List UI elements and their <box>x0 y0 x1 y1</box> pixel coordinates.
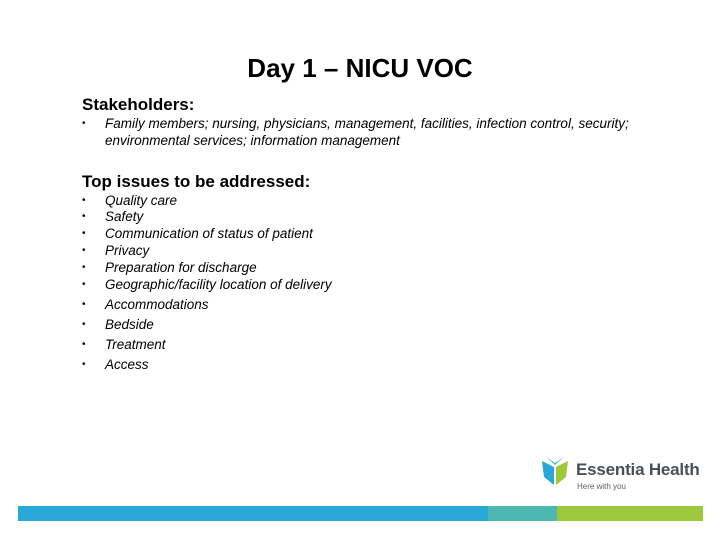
bullet-icon: • <box>82 299 86 310</box>
footer-bar-teal-segment <box>488 506 557 521</box>
list-item <box>82 276 332 293</box>
bullet-icon: • <box>82 262 86 273</box>
list-item <box>82 192 177 209</box>
list-item <box>82 296 209 313</box>
list-item <box>82 259 257 276</box>
list-item <box>82 225 313 242</box>
issue-item-text: Safety <box>105 209 144 224</box>
issue-item-text: Geographic/facility location of delivery <box>105 277 332 292</box>
stakeholders-item-text: Family members; nursing, physicians, management, facilities, infection control, security; environmental services; information management <box>105 116 629 148</box>
list-item <box>82 336 166 353</box>
footer-bar-blue-segment <box>18 506 488 521</box>
list-item <box>82 208 143 225</box>
list-item <box>82 356 149 373</box>
slide-title: Day 1 – NICU VOC <box>247 53 473 83</box>
list-item <box>82 115 662 149</box>
issue-item-text: Communication of status of patient <box>105 226 313 241</box>
issues-list <box>82 192 662 382</box>
list-item <box>82 242 149 259</box>
footer-color-bar <box>18 506 703 521</box>
issue-item-text: Access <box>105 357 149 372</box>
list-item <box>82 316 154 333</box>
issues-heading: Top issues to be addressed: <box>82 172 311 191</box>
bullet-icon: • <box>82 118 86 129</box>
stakeholders-list <box>82 115 662 149</box>
essentia-health-logo <box>540 452 700 496</box>
essentia-leaf-icon <box>540 455 570 489</box>
bullet-icon: • <box>82 339 86 350</box>
bullet-icon: • <box>82 279 86 290</box>
bullet-icon: • <box>82 228 86 239</box>
issue-item-text: Treatment <box>105 337 166 352</box>
footer-bar-green-segment <box>557 506 703 521</box>
logo-tagline: Here with you <box>577 482 626 491</box>
stakeholders-heading: Stakeholders: <box>82 95 195 114</box>
logo-name: Essentia Health <box>576 460 700 479</box>
bullet-icon: • <box>82 245 86 256</box>
bullet-icon: • <box>82 319 86 330</box>
issue-item-text: Accommodations <box>105 297 209 312</box>
issue-item-text: Privacy <box>105 243 150 258</box>
issue-item-text: Bedside <box>105 317 154 332</box>
bullet-icon: • <box>82 211 86 222</box>
issue-item-text: Quality care <box>105 193 178 208</box>
bullet-icon: • <box>82 195 86 206</box>
bullet-icon: • <box>82 359 86 370</box>
issue-item-text: Preparation for discharge <box>105 260 257 275</box>
